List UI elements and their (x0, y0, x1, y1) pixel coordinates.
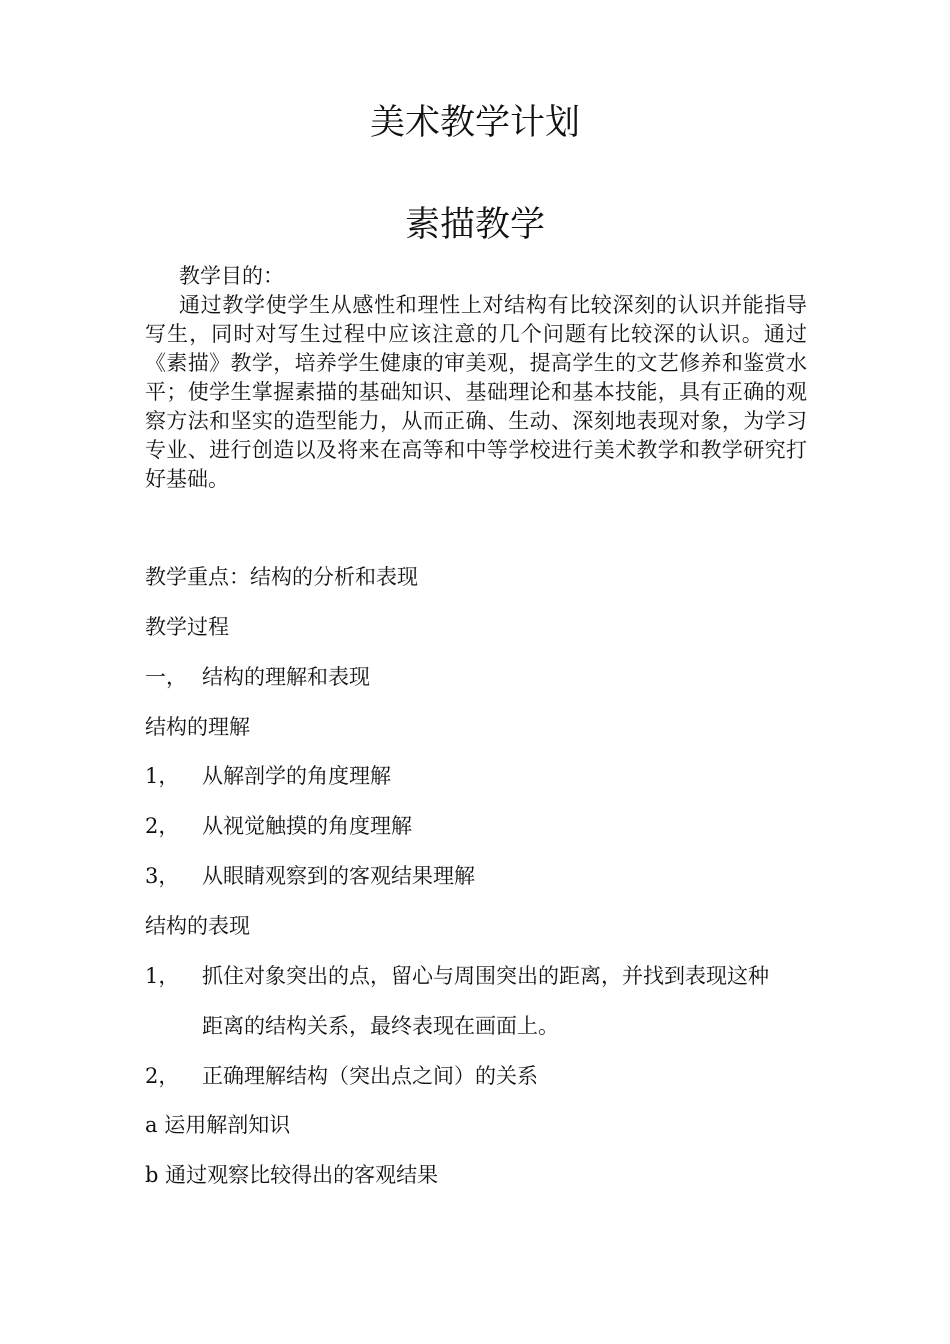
list-item-continuation: 距离的结构关系，最终表现在画面上。 (202, 1014, 559, 1038)
list-item (145, 862, 807, 891)
expression-heading: 结构的表现 (145, 914, 250, 938)
objective-paragraph: 通过教学使学生从感性和理性上对结构有比较深刻的认识并能指导写生，同时对写生过程中应该注意的几个问题有比较深的认识。通过《素描》教学，培养学生健康的审美观，提高学生的文艺修养和鉴赏水平；使学生掌握素描的基础知识、基础理论和基本技能，具有正确的观察方法和坚实的造型能力，从而正确、生动、深刻地表现对象，为学习专业、进行创造以及将来在高等和中等学校进行美术教学和教学研究打好基础。 (145, 293, 807, 491)
list-number: 2， (145, 814, 180, 838)
list-text: 从视觉触摸的角度理解 (202, 814, 412, 838)
list-number: 2， (145, 1064, 180, 1088)
list-number: 一， (145, 665, 187, 689)
list-item (145, 1062, 807, 1091)
key-point-line: 教学重点：结构的分析和表现 (145, 565, 418, 589)
list-item (145, 762, 807, 791)
list-item (145, 962, 807, 991)
process-heading: 教学过程 (145, 615, 229, 639)
objective-label: 教学目的： (179, 264, 284, 288)
list-text: 抓住对象突出的点，留心与周围突出的距离，并找到表现这种 (202, 964, 769, 988)
list-item (145, 812, 807, 841)
sub-item-a: a 运用解剖知识 (145, 1113, 291, 1137)
list-text: 从解剖学的角度理解 (202, 764, 391, 788)
list-text: 结构的理解和表现 (202, 665, 370, 689)
list-text: 从眼睛观察到的客观结果理解 (202, 864, 475, 888)
section-1-heading (145, 663, 807, 692)
sub-item-b: b 通过观察比较得出的客观结果 (145, 1163, 439, 1187)
section-title: 素描教学 (404, 205, 545, 245)
list-text: 正确理解结构（突出点之间）的关系 (202, 1064, 538, 1088)
understanding-heading: 结构的理解 (145, 715, 250, 739)
list-number: 3， (145, 864, 180, 888)
list-number: 1， (145, 964, 180, 988)
document-title: 美术教学计划 (369, 103, 580, 143)
list-number: 1， (145, 764, 180, 788)
